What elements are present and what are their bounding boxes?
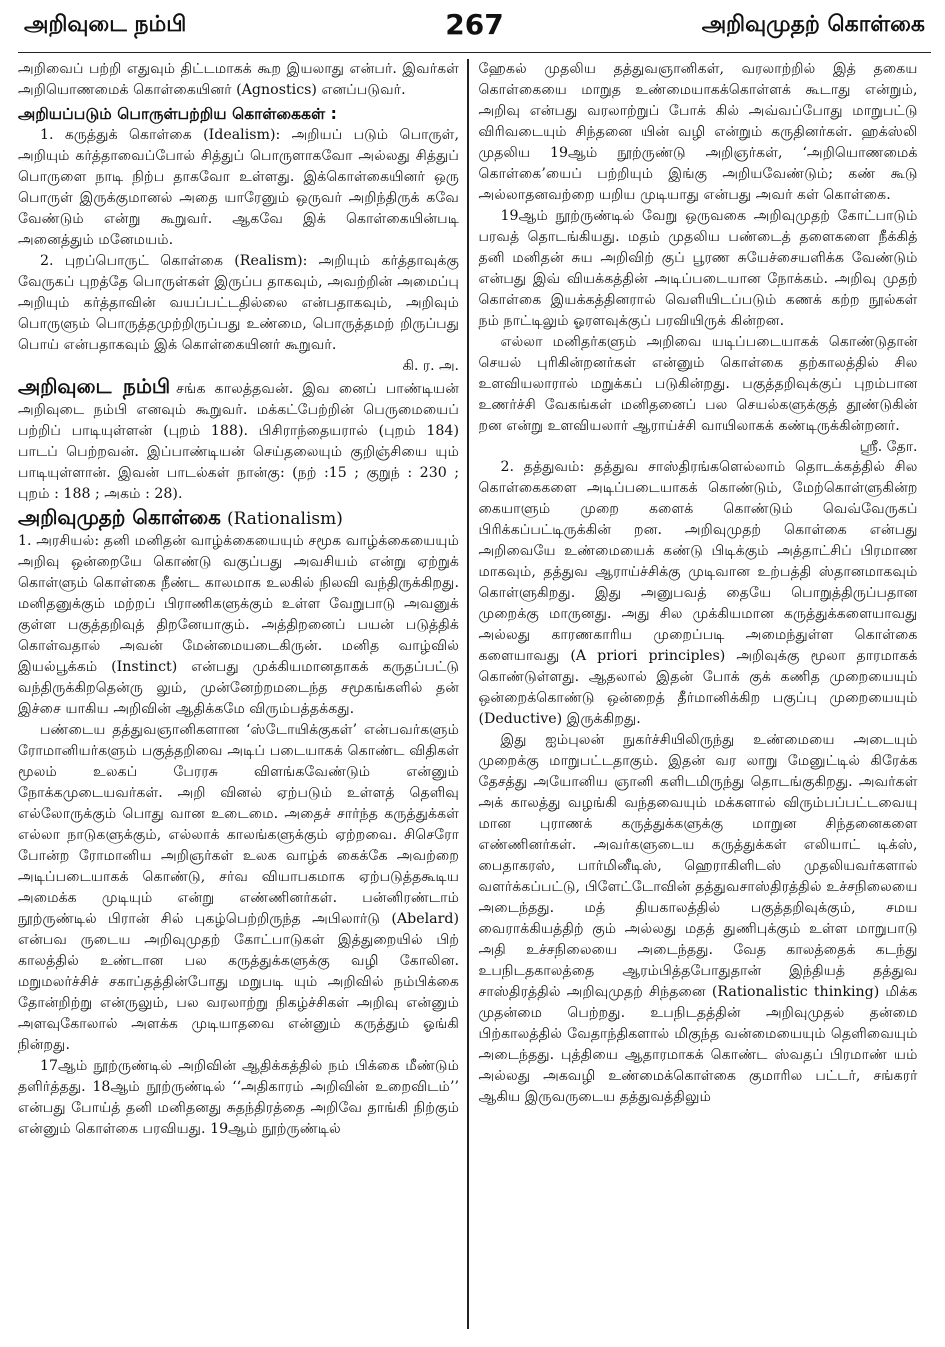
- paragraph: 2. புறப்பொருட் கொள்கை (Realism): அறியும் கர்த்தாவுக்கு வேருகப் புறத்தே பொருள்கள் இருப்ப தாகவும், அவற்றின் அமைப்பு அறியும் கர்த்தாவின் வயப்பட்டதில்லை என்பதாகவும், அறிவும் பொருளும் பொருத்தமுற்றிருப்பது உண்மை, பொருத்தமற் றிருப்பது பொய் என்பதாகவும் இக் கொள்கையினர் கூறுவர்.: [18, 253, 459, 353]
- running-header: [18, 6, 931, 53]
- paragraph: 19ஆம் நூற்ருண்டில் வேறு ஒருவகை அறிவுமுதற் கோட்பாடும் பரவத் தொடங்கியது. மதம் முதலிய பண்டைத் தளைகளை நீக்கித் தனி மனிதன் சுய அறிவிற் குப் பூரண சுயேச்சையளிக்க வேண்டும் என்பது இவ் வியக்கத்தின் அடிப்படையான நோக்கம். அறிவு முதற் கொள்கை இயக்கத்தினரால் வெளியிடப்படும் கணக் கற்ற நூல்கள் நம் நாட்டிலும் ஓரளவுக்குப் பரவியிருக் கின்றன.: [478, 208, 918, 329]
- paragraph: 1. கருத்துக் கொள்கை (Idealism): அறியப் படும் பொருள், அறியும் கர்த்தாவைப்போல் சித்துப் பொருளாகவோ அல்லது சித்துப் பொருளை நாடி நிற்ப தாகவோ உள்ளது. இக்கொள்கையினர் ஒரு பொருள் இருக்குமானல் அதை யாரேனும் ஒருவர் அறிந்திருக் கவே வேண்டும் என்று கூறுவர். ஆகவே இக் கொள்கையின்படி அனைத்தும் மனேமயம்.: [18, 127, 459, 248]
- left-column: [18, 59, 467, 1329]
- entry-subtitle: (Rationalism): [226, 509, 343, 529]
- paragraph: எல்லா மனிதர்களும் அறிவை யடிப்படையாகக் கொண்டுதான் செயல் புரிகின்றனர்கள் என்னும் கொள்கை தற்காலத்தில் சில உளவியலாரால் மறுக்கப் படுகின்றது. பகுத்தறிவுக்குப் புறம்பான உணர்ச்சி வேகங்கள் மனிதனைப் பல செயல்களுக்குத் தூண்டுகின் றன என்று உளவியலார் ஆராய்ச்சி வாயிலாகக் கண்டிருக்கின்றனர்.: [478, 334, 918, 434]
- page-number: 267: [445, 8, 504, 41]
- entry-title: அறிவுடை நம்பி: [18, 374, 171, 398]
- entry-title: அறிவுமுதற் கொள்கை: [18, 505, 221, 529]
- author-initials: கி. ர. அ.: [402, 358, 459, 374]
- entry-text: சங்க காலத்தவன். இவ னைப் பாண்டியன் அறிவுடை நம்பி எனவும் கூறுவர். மக்கட்பேற்றின் பெருமையைப் பற்றிப் பாடியுள்ளன் (புறம் 188). பிசிராந்தையரால் (புறம் 184) பாடப் பெற்றவன். இப்பாண்டியன் செய்தலையும் குறிஞ்சியை யும் பாடியுள்ளான். இவன் பாடல்கள் நான்கு: (நற் :15 ; குறுந் : 230 ; புறம் : 188 ; அகம் : 28).: [18, 381, 459, 502]
- right-column: [469, 59, 918, 1329]
- paragraph: பண்டைய தத்துவஞானிகளான ‘ஸ்டோயிக்குகள்’ என்பவர்களும் ரோமானியர்களும் பகுத்தறிவை அடிப் படையாகக் கொண்ட விதிகள் மூலம் உலகப் பேரரசு விளங்கவேண்டும் என்னும் நோக்கமுடையவர்கள். அறி வினல் ஏற்படும் உள்ளத் தெளிவு எல்லோருக்கும் பொது வான உடைமை. அதைச் சார்ந்த கருத்துக்கள் எல்லா நாடுகளுக்கும், எல்லாக் காலங்களுக்கும் ஏற்றவை. சிசெரோ போன்ற ரோமானிய அறிஞர்கள் உலக வாழ்க் கைக்கே அவற்றை அடிப்படையாகக் கொண்டு, சர்வ வியாபகமாக ஏற்படுத்தகூடிய அமைக்க முடியும் என்று எண்ணினர்கள். பன்னிரண்டாம் நூற்ருண்டில் பிரான் சில் புகழ்பெற்றிருந்த அபிலார்டு (Abelard) என்பவ ருடைய அறிவுமுதற் கோட்பாடுகள் இத்துறையில் பிற் காலத்தில் உண்டான பல கருத்துக்களுக்கு வழி கோலின. மறுமலர்ச்சிச் சகாப்தத்தின்போது மறுபடி யும் அறிவில் நம்பிக்கை தோன்றிற்று என்ருலும், பல வரலாற்று நிகழ்ச்சிகள் அறிவு என்னும் அளவுகோலால் அளக்க முடியாதவை என்னும் கருத்தும் ஓங்கி நின்றது.: [18, 722, 459, 1053]
- section-heading: அறியப்படும் பொருள்பற்றிய கொள்கைகள் :: [18, 105, 337, 123]
- two-column-body: [18, 59, 931, 1329]
- entry-heading-line: [18, 507, 459, 531]
- paragraph: 2. தத்துவம்: தத்துவ சாஸ்திரங்களெல்லாம் தொடக்கத்தில் சில கொள்கைகளை அடிப்படையாகக் கொண்டும், மேற்கொள்ளுகின்ற கையாளும் முறை களைக் கொண்டும் வெவ்வேருகப் பிரிக்கப்பட்டிருக்கின் றன. அறிவுமுதற் கொள்கை என்பது அறிவையே உண்மையைக் கண்டு பிடிக்கும் அத்தாட்சிப் பிரமாண மாகவும், தத்துவ ஆராய்ச்சிக்கு முடிவான உற்பத்தி ஸ்தானமாகவும் கொள்ளுகிறது. இது அனுபவத் தையே பொறுத்திருப்பதான முறைக்கு மாருனது. அது சில முக்கியமான கருத்துக்களையாவது அல்லது காரணகாரிய முறைப்படி அமைந்துள்ள கொள்கை களையாவது (A priori principles) அறிவுக்கு மூலா தாரமாகக் கொண்டுள்ளது. ஆதலால் இதன் போக் குக் கணித முறையையும் ஒன்றைக்கொண்டு ஒன்றைத் தீர்மானிக்கிற பகுப்பு முறையையும் (Deductive) இருக்கிறது.: [478, 459, 918, 727]
- header-right-title: அறிவுமுதற் கொள்கை: [701, 12, 925, 37]
- paragraph: ஹேகல் முதலிய தத்துவஞானிகள், வரலாற்றில் இத் தகைய கொள்கையை மாறுத உண்மையாகக்கொள்ளக் கூடாது என்றும், அறிவு என்பது வரலாற்றுப் போக் கில் அவ்வப்போது மாறுபட்டு விரிவடையும் சிந்தனை யின் வழி என்றும் கருதினர்கள். ஹக்ஸ்லி முதலிய 19ஆம் நூற்ருண்டு அறிஞர்கள், ‘அறியொணமைக் கொள்கை’யைப் பற்றியும் இங்கு அறியவேண்டும்; கண் கூடு அல்லாதனவற்றை யறிய முடியாது என்பது அவர் கள் கொள்கை.: [478, 61, 918, 203]
- paragraph: இது ஐம்புலன் நுகர்ச்சியிலிருந்து உண்மையை அடையும் முறைக்கு மாறுபட்டதாகும். இதன் வர லாறு மேனுட்டில் கிரேக்க தேசத்து அயோனிய ஞானி களிடமிருந்து தொடங்குகிறது. அவர்கள் அக் காலத்து வழங்கி வந்தவையும் மக்களால் விரும்பப்பட்டவையு மான புராணக் கருத்துக்களுக்கு மாறுன சிந்தனைகளை எண்ணினர்கள். அவர்களுடைய கருத்துக்கள் எலியாட் டிக்ஸ், பைதாகரஸ், பார்மினீடிஸ், ஹெராகிளிடஸ் முதலியவர்களால் வளர்க்கப்பட்டு, பிளேட்டோவின் தத்துவசாஸ்திரத்தில் உச்சநிலையை அடைந்தது. மத் தியகாலத்தில் பகுத்தறிவுக்கும், சமய வைராக்கியத்திற் கும் அல்லது மதத் துணிபுக்கும் உள்ள மாறுபாடு அதி உச்சநிலையை அடைந்தது. வேத காலத்தைக் கடந்து உபநிடதகாலத்தை ஆரம்பித்தபோதுதான் இந்தியத் தத்துவ சாஸ்திரத்தில் அறிவுமுதற் சிந்தனை (Rationalistic thinking) மிக்க முதன்மை பெற்றது. உபநிடதத்தின் அறிவுமுதல் தன்மை பிற்காலத்தில் வேதாந்திகளால் மிகுந்த வன்மையையும் தெளிவையும் அடைந்தது. புத்தியை ஆதாரமாகக் கொண்ட ஸ்வதப் பிரமாண் யம் அல்லது அகவழி உண்மைக்கொள்கை குமாரில பட்டர், சங்கரர் ஆகிய இருவருடைய தத்துவத்திலும்: [478, 732, 918, 1105]
- entry-paragraph: [18, 376, 459, 505]
- header-left-title: அறிவுடை நம்பி: [24, 12, 187, 37]
- paragraph: அறிவைப் பற்றி எதுவும் திட்டமாகக் கூற இயலாது என்பர். இவர்கள் அறியொணமைக் கொள்கையினர் (Agnostics) எனப்படுவர்.: [18, 61, 459, 98]
- author-initials: ஸ்ரீ. தோ.: [859, 439, 918, 455]
- paragraph: 17ஆம் நூற்ருண்டில் அறிவின் ஆதிக்கத்தில் நம் பிக்கை மீண்டும் தளிர்த்தது. 18ஆம் நூற்ருண்டில் ‘‘அதிகாரம் அறிவின் உறைவிடம்’’ என்பது போய்த் தனி மனிதனது சுதந்திரத்தை அறிவே தாங்கி நிற்கும் என்னும் கொள்கை பரவியது. 19ஆம் நூற்ருண்டில்: [18, 1058, 459, 1137]
- paragraph: 1. அரசியல்: தனி மனிதன் வாழ்க்கையையும் சமூக வாழ்க்கையையும் அறிவு ஒன்றையே கொண்டு வகுப்பது அவசியம் என்று ஏற்றுக் கொள்ளும் கொள்கை நீண்ட காலமாக உலகில் நிலவி வந்திருக்கிறது. மனிதனுக்கும் மற்றப் பிராணிகளுக்கும் உள்ள வேறுபாடு அவனுக் குள்ள பகுத்தறிவுத் திறனேயாகும். அத்திறனைப் பயன் படுத்திக் கொள்வதால் அவன் மேன்மையடைகிருன். மனித வாழ்வில் இயல்பூக்கம் (Instinct) என்பது முக்கியமானதாகக் கருதப்பட்டு வந்திருக்கிறதென்ரு லும், முன்னேற்றமடைந்த சமூகங்களில் தன் இச்சை யாகிய அறிவின் ஆதிக்கமே விரும்பத்தக்கது.: [18, 533, 459, 717]
